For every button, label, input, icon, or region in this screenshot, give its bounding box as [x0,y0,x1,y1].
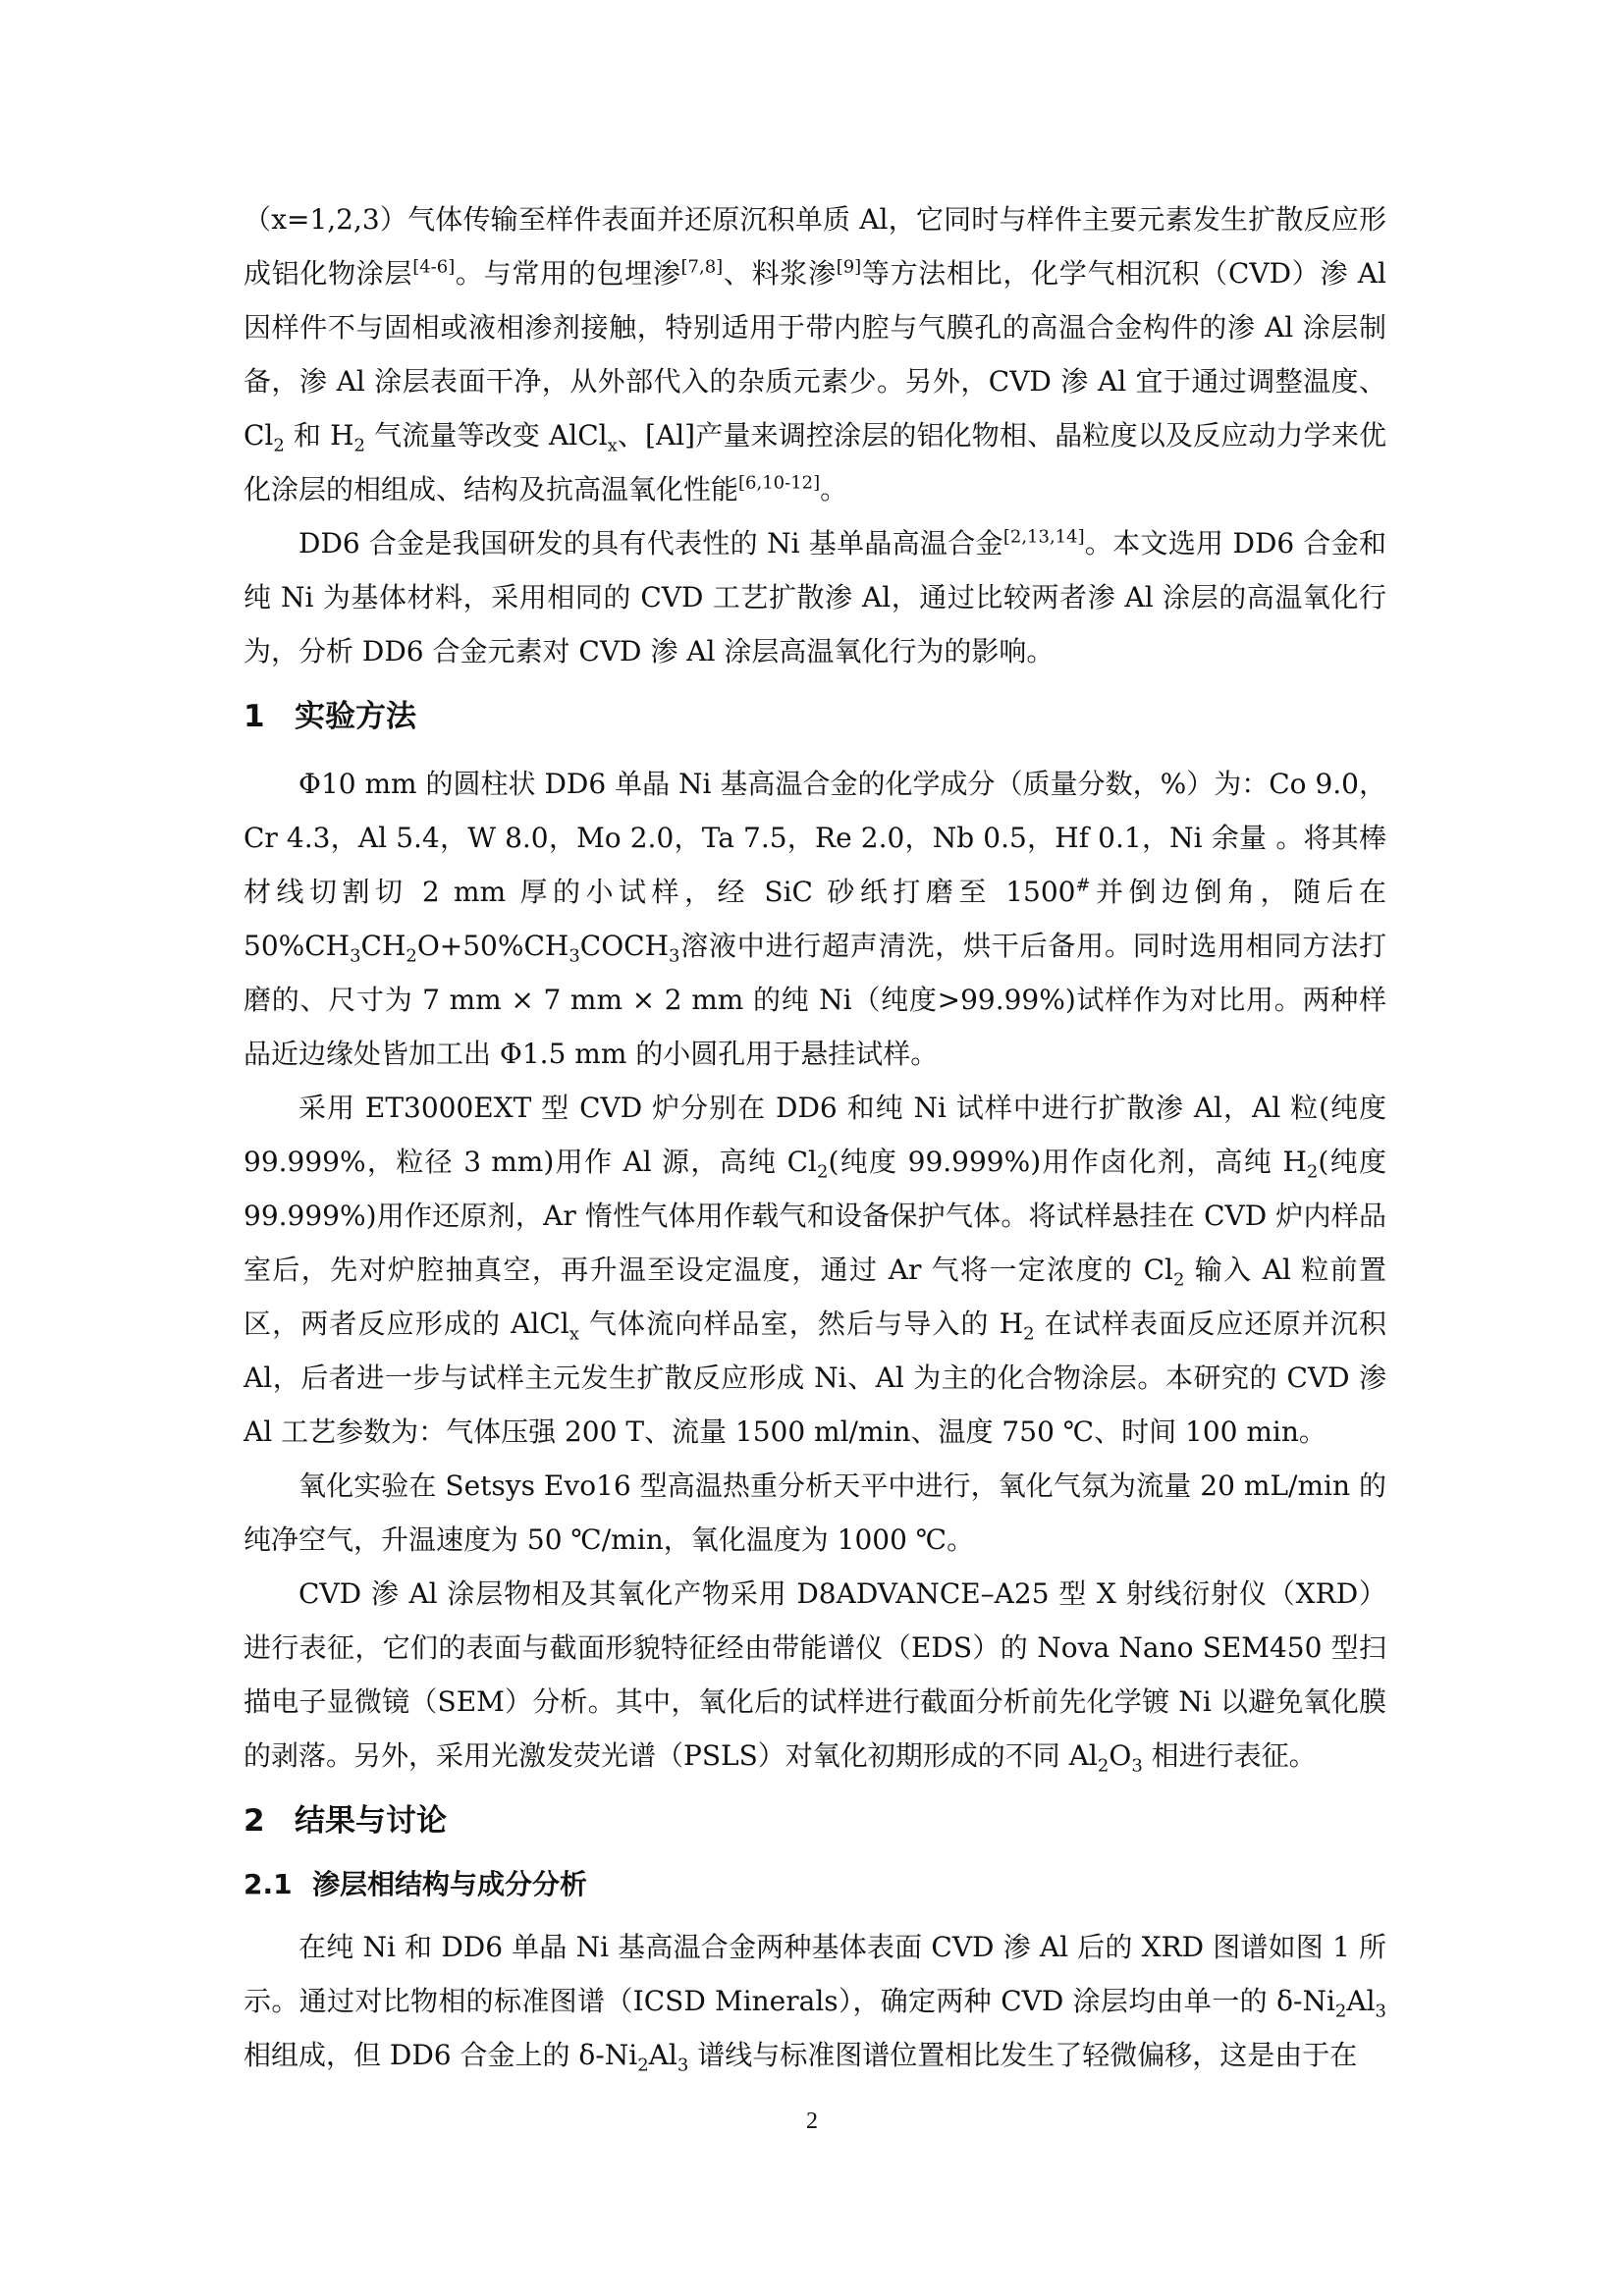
citation[interactable]: [2,13,14] [1002,526,1085,548]
results-paragraph-1: 在纯 Ni 和 DD6 单晶 Ni 基高温合金两种基体表面 CVD 渗 Al 后的 XRD 图谱如图 1 所示。通过对比物相的标准图谱（ICSD Minerals），确定两种 CVD 涂层均由单一的 $\delta-Ni_2Al_3$ 相组成，但 DD6 合金上的 $\delta-Ni_2Al_3$ 谱线与标准图谱位置相比发生了轻微偏移，这是由于在 [244,1931,1386,2076]
methods-paragraph-3: 氧化实验在 Setsys Evo16 型高温热重分析天平中进行，氧化气氛为流量 20 mL/min 的纯净空气，升温速度为 50 ℃/min，氧化温度为 1000 ℃。 [244,1469,1386,1556]
subsection-2-1-heading [244,1861,1386,1908]
methods-paragraph-4: CVD 渗 Al 涂层物相及其氧化产物采用 D8ADVANCE–A25 型 X 射线衍射仪（XRD）进行表征，它们的表面与截面形貌特征经由带能谱仪（EDS）的 Nova Nano SEM450 型扫描电子显微镜（SEM）分析。其中，氧化后的试样进行截面分析前先化学镀 Ni 以避免氧化膜的剥落。另外，采用光激发荧光谱（PSLS）对氧化初期形成的不同 $Al_2O_3$ 相进行表征。 [244,1577,1386,1777]
intro-paragraph-1: （x=1,2,3）气体传输至样件表面并还原沉积单质 Al，它同时与样件主要元素发生扩散反应形成铝化物涂层[4-6]。与常用的包埋渗[7,8]、料浆渗[9]等方法相比，化学气相沉积（CVD）渗 Al 因样件不与固相或液相渗剂接触，特别适用于带内腔与气膜孔的高温合金构件的渗 Al 涂层制备，渗 Al 涂层表面干净，从外部代入的杂质元素少。另外，CVD 渗 Al 宜于通过调整温度、$Cl_2$ 和 $H_2$ 气流量等改变 AlCl$_x$、[Al]产量来调控涂层的铝化物相、晶粒度以及反应动力学来优化涂层的相组成、结构及抗高温氧化性能[6,10-12]。 [244,203,1386,506]
section-title: 实验方法 [295,699,416,734]
subsection-title: 渗层相结构与成分分析 [312,1868,588,1900]
page-number: 2 [806,2109,818,2134]
subsection-number: 2.1 [244,1868,293,1900]
citation[interactable]: [9] [836,256,862,278]
section-1-heading [244,692,1386,741]
citation[interactable]: [4-6] [412,256,456,278]
page-body [244,192,1386,2082]
section-number: 1 [244,699,265,734]
intro-paragraph-2: DD6 合金是我国研发的具有代表性的 Ni 基单晶高温合金[2,13,14]。本文选用 DD6 合金和纯 Ni 为基体材料，采用相同的 CVD 工艺扩散渗 Al，通过比较两者渗 Al 涂层的高温氧化行为，分析 DD6 合金元素对 CVD 渗 Al 涂层高温氧化行为的影响。 [244,526,1387,667]
citation[interactable]: [7,8] [680,256,724,278]
methods-paragraph-1: Φ10 mm 的圆柱状 DD6 单晶 Ni 基高温合金的化学成分（质量分数，%）为：Co 9.0，Cr 4.3，Al 5.4，W 8.0，Mo 2.0，Ta 7.5，Re 2.0，Nb 0.5，Hf 0.1，Ni 余量 。将其棒材线切割切 2 mm 厚的小试样，经 SiC 砂纸打磨至 1500#并倒边倒角，随后在 $50\%CH_3CH_2O+50\%CH_3COCH_3$溶液中进行超声清洗，烘干后备用。同时选用相同方法打磨的、尺寸为 7 mm × 7 mm × 2 mm 的纯 Ni（纯度>99.99%)试样作为对比用。两种样品近边缘处皆加工出 Φ1.5 mm 的小圆孔用于悬挂试样。 [244,768,1386,1070]
citation[interactable]: [6,10-12] [738,472,821,494]
section-number: 2 [244,1803,265,1839]
section-2-heading [244,1796,1386,1845]
section-title: 结果与讨论 [295,1803,447,1839]
methods-paragraph-2: 采用 ET3000EXT 型 CVD 炉分别在 DD6 和纯 Ni 试样中进行扩散渗 Al，Al 粒(纯度 99.999%，粒径 3 mm)用作 Al 源，高纯 $Cl_2$(纯度 99.999%)用作卤化剂，高纯 $H_2$(纯度 99.999%)用作还原剂，Ar 惰性气体用作载气和设备保护气体。将试样悬挂在 CVD 炉内样品室后，先对炉腔抽真空，再升温至设定温度，通过 Ar 气将一定浓度的 $Cl_2$ 输入 Al 粒前置区，两者反应形成的 AlCl$_x$ 气体流向样品室，然后与导入的 $H_2$ 在试样表面反应还原并沉积 Al，后者进一步与试样主元发生扩散反应形成 Ni、Al 为主的化合物涂层。本研究的 CVD 渗 Al 工艺参数为：气体压强 200 T、流量 1500 ml/min、温度 750 ℃、时间 100 min。 [244,1092,1386,1448]
